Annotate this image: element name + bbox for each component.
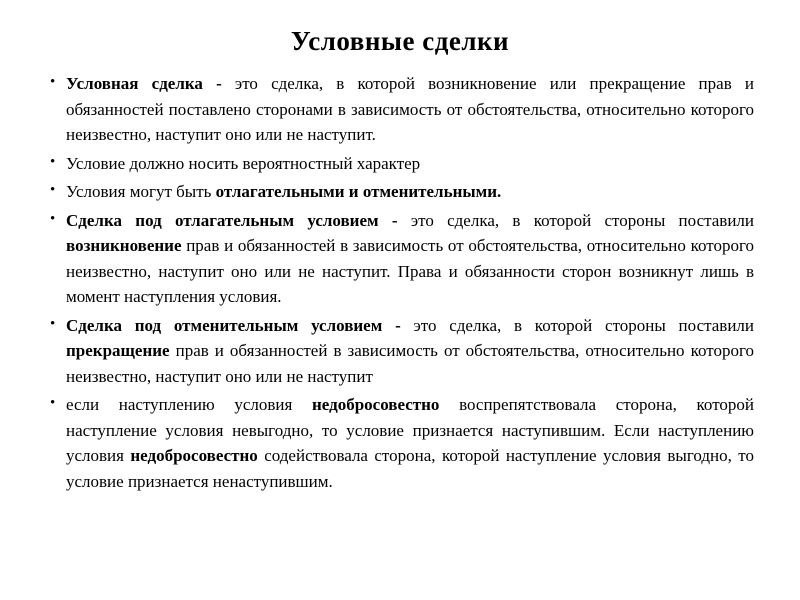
bullet-icon: •	[50, 315, 56, 332]
text-segment: воспрепятствовала сторона, которой наступление условия невыгодно, то условие признается наступившим. Если наступлению условия	[66, 395, 755, 465]
bullet-icon: •	[50, 395, 56, 411]
bullet-item	[50, 151, 754, 177]
bold-text-segment: Сделка под отлагательным условием -	[66, 210, 411, 230]
bold-text-segment: отлагательными и отменительными.	[215, 182, 502, 201]
bullet-icon: •	[50, 74, 56, 90]
bold-text-segment: Сделка под отменительным условием -	[66, 315, 414, 335]
text-segment: содействовала сторона, которой наступление условия выгодно, то условие признается ненаступившим.	[66, 446, 754, 491]
text-segment: это сделка, в которой возникновение или прекращение прав и обязанностей поставлено сторонами в зависимость от обстоятельства, относительно которого неизвестно, наступит оно или не наступит.	[66, 74, 754, 144]
bullet-item	[50, 179, 754, 205]
bold-text-segment: недобросовестно	[130, 446, 258, 465]
text-segment: Условия могут быть	[66, 182, 216, 201]
bullet-item	[50, 71, 754, 148]
bold-text-segment: недобросовестно	[311, 395, 440, 414]
bold-text-segment: Условная сделка -	[66, 74, 235, 93]
bullet-list	[46, 71, 754, 494]
text-segment: это сделка, в которой стороны поставили	[410, 210, 754, 230]
text-segment: прав и обязанностей в зависимость от обстоятельства, относительно которого неизвестно, наступит оно или не наступит	[66, 341, 754, 386]
bold-text-segment: прекращение	[66, 341, 170, 360]
bold-text-segment: возникновение	[66, 236, 182, 255]
bullet-icon: •	[50, 210, 56, 227]
text-segment: если наступлению условия	[66, 395, 312, 414]
bullet-item	[50, 208, 754, 310]
bullet-item	[50, 392, 754, 494]
text-segment: Условие должно носить вероятностный характер	[66, 153, 421, 173]
bullet-icon: •	[50, 182, 56, 198]
bullet-icon: •	[50, 153, 56, 170]
text-segment: это сделка, в которой стороны поставили	[413, 315, 754, 335]
slide-title: Условные сделки	[290, 26, 510, 56]
text-segment: прав и обязанностей в зависимость от обстоятельства, относительно которого неизвестно, наступит оно или не наступит. Права и обязанности сторон возникнут лишь в момент наступления условия.	[66, 236, 754, 306]
bullet-item	[50, 313, 754, 390]
